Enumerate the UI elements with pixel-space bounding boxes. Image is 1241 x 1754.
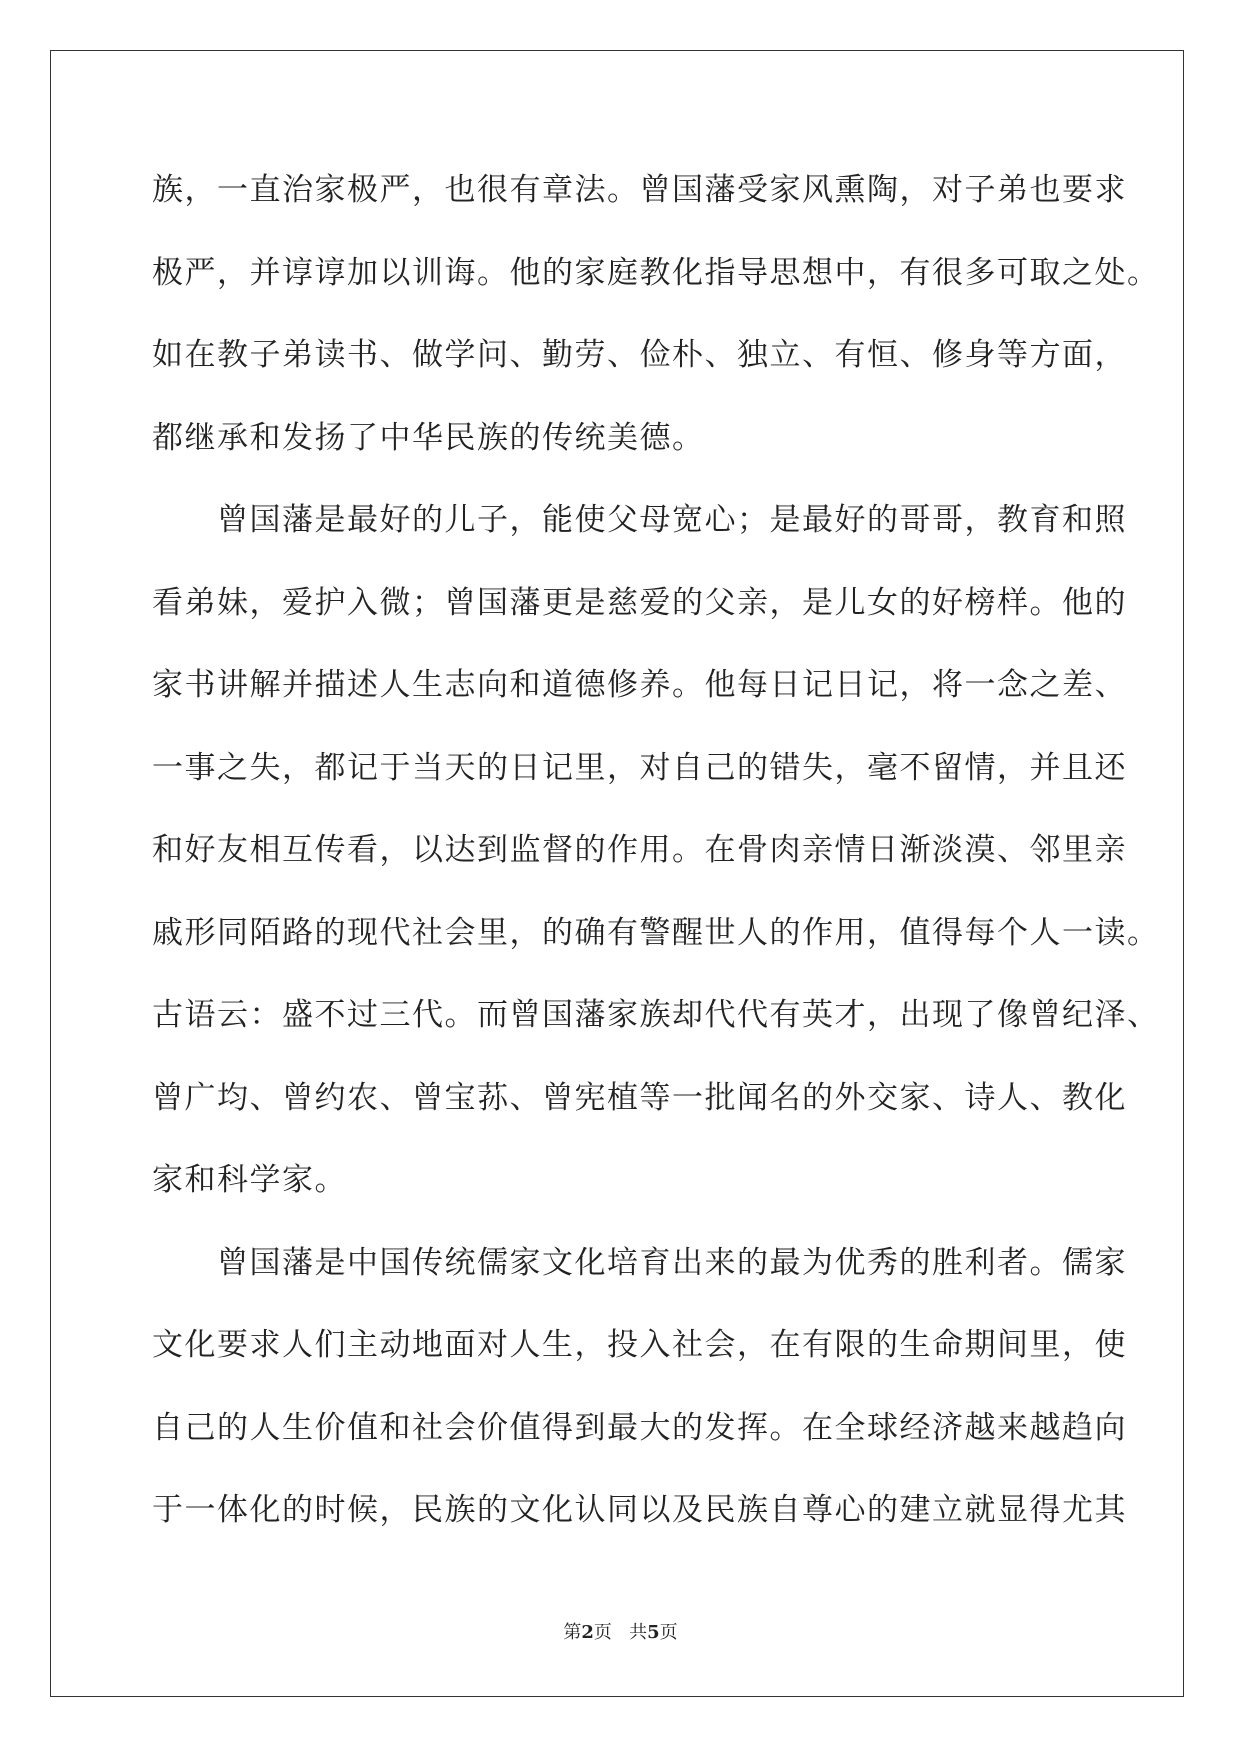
text-line: 都继承和发扬了中华民族的传统美德。 — [152, 419, 705, 456]
text-line: 曾国藩是中国传统儒家文化培育出来的最为优秀的胜利者。儒家 — [152, 1244, 1127, 1281]
total-prefix: 共 — [629, 1622, 648, 1643]
text-line: 于一体化的时候，民族的文化认同以及民族自尊心的建立就显得尤其 — [152, 1492, 1127, 1528]
page-suffix: 页 — [593, 1622, 612, 1643]
text-line: 一事之失，都记于当天的日记里，对自己的错失，毫不留情，并且还 — [152, 749, 1127, 786]
text-line: 看弟妹，爱护入微；曾国藩更是慈爱的父亲，是儿女的好榜样。他的 — [152, 584, 1127, 621]
document-body — [152, 160, 1160, 1563]
page-footer — [0, 1618, 1241, 1644]
text-line: 古语云：盛不过三代。而曾国藩家族却代代有英才，出现了像曾纪泽、 — [152, 997, 1160, 1033]
text-line: 家和科学家。 — [152, 1162, 347, 1198]
page-prefix: 第 — [563, 1622, 582, 1643]
text-line: 曾国藩是最好的儿子，能使父母宽心；是最好的哥哥，教育和照 — [152, 502, 1127, 538]
text-line: 文化要求人们主动地面对人生，投入社会，在有限的生命期间里，使 — [152, 1327, 1127, 1363]
text-line: 家书讲解并描述人生志向和道德修养。他每日记日记，将一念之差、 — [152, 667, 1127, 703]
text-line: 曾广均、曾约农、曾宝荪、曾宪植等一批闻名的外交家、诗人、教化 — [152, 1079, 1127, 1116]
text-line: 自己的人生价值和社会价值得到最大的发挥。在全球经济越来越趋向 — [152, 1409, 1127, 1446]
total-suffix: 页 — [659, 1622, 678, 1643]
text-line: 戚形同陌路的现代社会里，的确有警醒世人的作用，值得每个人一读。 — [152, 914, 1160, 951]
text-line: 族，一直治家极严，也很有章法。曾国藩受家风熏陶，对子弟也要求 — [152, 172, 1127, 208]
text-line: 和好友相互传看，以达到监督的作用。在骨肉亲情日渐淡漠、邻里亲 — [152, 832, 1127, 868]
text-line: 极严，并谆谆加以训诲。他的家庭教化指导思想中，有很多可取之处。 — [152, 254, 1160, 291]
page-total: 5 — [647, 1622, 660, 1643]
page-current: 2 — [581, 1622, 594, 1643]
text-line: 如在教子弟读书、做学问、勤劳、俭朴、独立、有恒、修身等方面， — [152, 337, 1127, 373]
